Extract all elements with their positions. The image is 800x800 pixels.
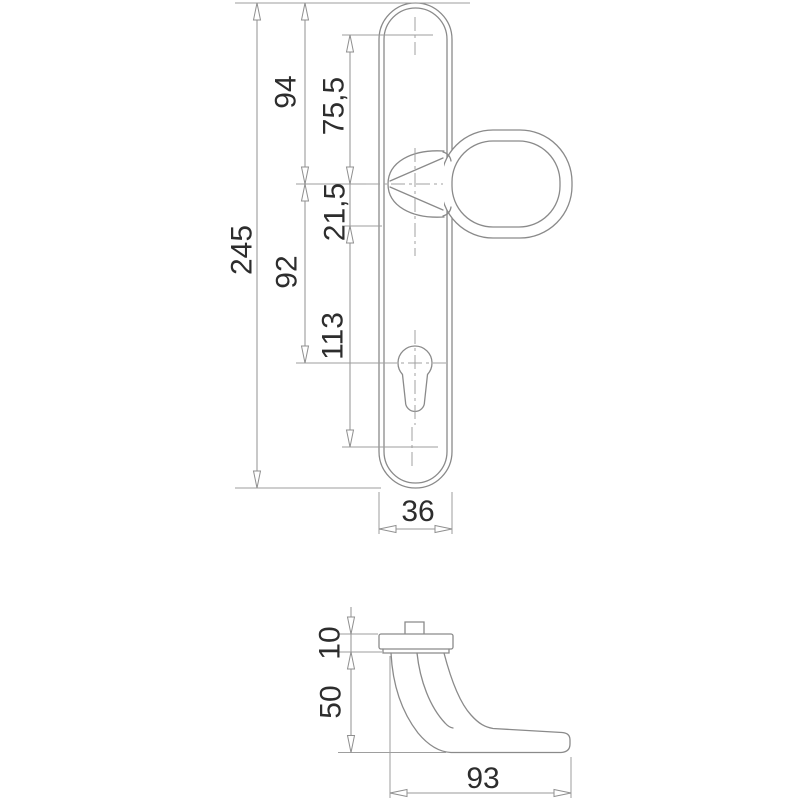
front-view — [226, 3, 573, 534]
plate-section — [379, 634, 453, 649]
dim-label-top-to-handle: 94 — [269, 75, 303, 109]
dim-label-handle-length: 93 — [466, 762, 500, 795]
dim-label-screw-to-handle: 75,5 — [317, 76, 351, 136]
handle-profile-outline — [391, 653, 570, 753]
side-view — [314, 607, 572, 798]
spindle-stub — [405, 622, 424, 634]
dim-label-plate-thickness: 10 — [313, 626, 347, 660]
dim-label-cylinder-to-fixing: 113 — [316, 312, 350, 360]
dim-label-handle-to-cylinder: 92 — [270, 255, 304, 289]
knob-outline — [441, 130, 572, 238]
dim-label-neck-offset: 21,5 — [318, 182, 352, 242]
dim-label-grip-projection: 50 — [314, 685, 348, 719]
dim-label-overall-height: 245 — [225, 224, 259, 276]
dim-label-plate-width: 36 — [401, 495, 435, 528]
